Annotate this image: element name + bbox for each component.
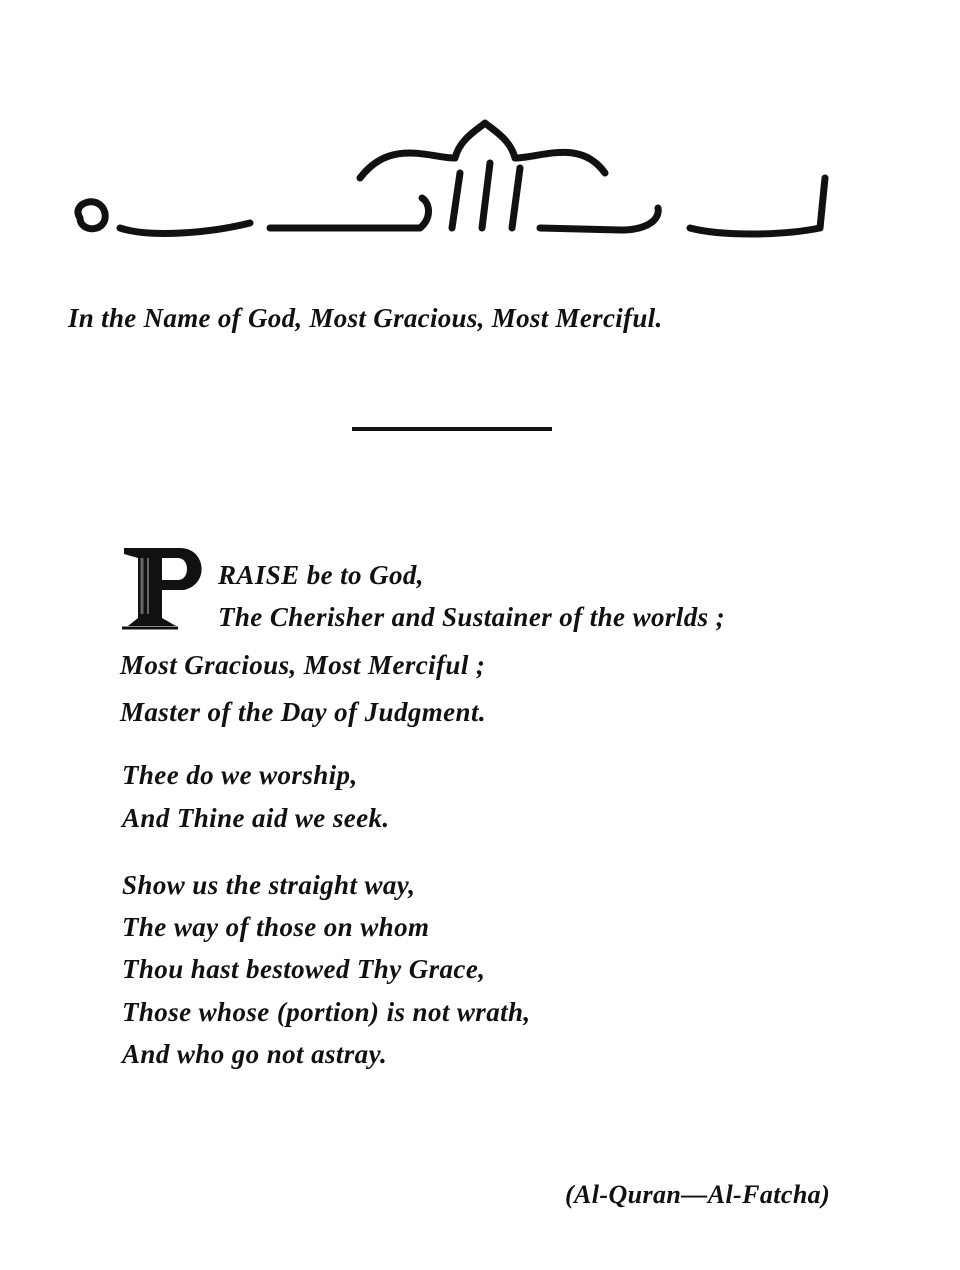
verse-line-10: Those whose (portion) is not wrath, — [122, 997, 531, 1027]
divider-rule — [352, 427, 552, 431]
verse-line-6: And Thine aid we seek. — [122, 803, 390, 833]
bismillah-calligraphy — [60, 118, 850, 278]
verse-line-8: The way of those on whom — [122, 912, 430, 942]
verse-line-2: The Cherisher and Sustainer of the worlds ; — [218, 602, 726, 632]
basmala-translation: In the Name of God, Most Gracious, Most Merciful. — [68, 303, 663, 333]
verse-line-7: Show us the straight way, — [122, 870, 416, 900]
citation: (Al-Quran—Al-Fatcha) — [565, 1180, 831, 1209]
verse-line-1: RAISE be to God, — [218, 560, 424, 590]
verse-line-9: Thou hast bestowed Thy Grace, — [122, 954, 486, 984]
verse-line-3: Most Gracious, Most Merciful ; — [120, 650, 486, 680]
dropcap-ornament — [118, 544, 210, 630]
verse-line-4: Master of the Day of Judgment. — [120, 697, 486, 727]
verse-line-11: And who go not astray. — [122, 1039, 388, 1069]
verse-line-5: Thee do we worship, — [122, 760, 358, 790]
dropcap-letter — [118, 544, 210, 630]
